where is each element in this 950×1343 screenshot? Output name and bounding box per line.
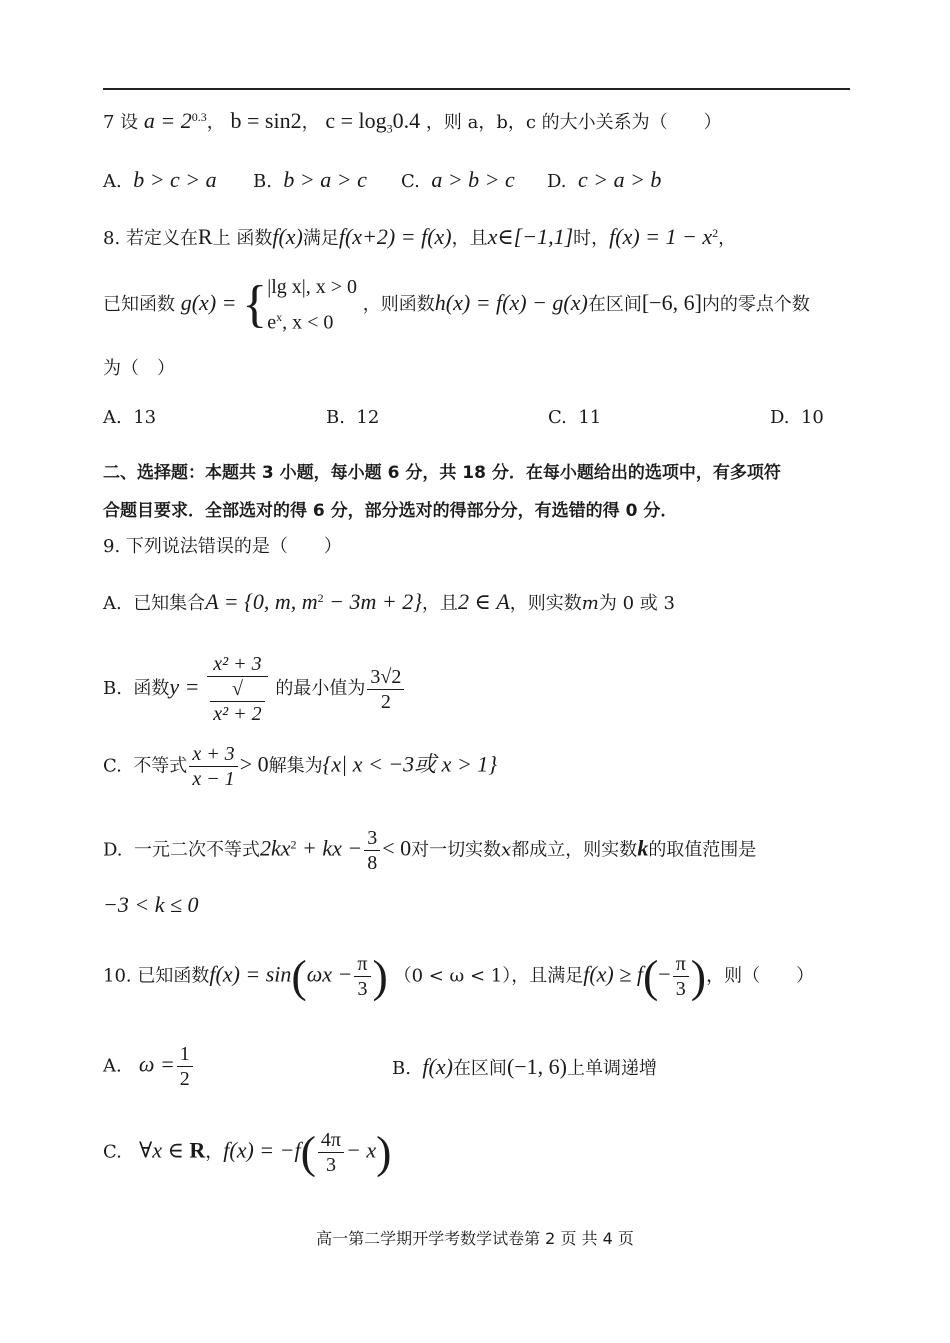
q7-sep2: ， [301,112,320,133]
q9-d-label: D. [103,839,123,861]
q8-a-label: A. [103,407,122,428]
q8-c-label: C. [548,407,567,428]
q9-c-set: {x| x < −3或 x > 1} [322,751,498,777]
q7-option-c [401,167,515,193]
q7-a-text: b > c > a [133,167,217,192]
q9-a-b: ，且 [422,593,459,614]
q8-b-label: B. [326,407,345,428]
q8-option-d [770,407,824,428]
q8-l1e: 时， [573,228,610,249]
q9-b-value [367,665,404,714]
header-rule [103,88,850,90]
q8-eq2: f(x) = 1 − x [609,224,713,249]
q8-R: R [197,224,213,249]
q8-option-a [103,407,156,428]
paren-close-2: ) [690,950,707,1002]
q10-c-b: ， [205,1141,224,1163]
paren-open-2: ( [642,950,659,1002]
question-7 [103,108,722,137]
q10-b-b: 上单调递增 [567,1058,657,1079]
q7-option-b [253,167,367,193]
q8-c-text: 11 [578,407,602,428]
q9-d-expr1: 2kx [259,835,291,861]
q9-d-k: k [637,835,649,861]
q8-l2d: 内的零点个数 [701,293,810,315]
q9-d-range-text: −3 < k ≤ 0 [103,892,199,917]
q10-a-frac [177,1042,193,1091]
q8-case2-b: , x < 0 [282,311,334,334]
question-9-stem: 9. 下列说法错误的是（ ） [103,536,342,557]
page-footer: 高一第二学期开学考数学试卷第 2 页 共 4 页 [316,1229,634,1248]
q10-a: 10. 已知函数 [103,965,210,987]
q9-d-c: 都成立，则实数 [511,839,638,861]
q8-fx: f(x) [272,224,303,249]
q8-case1: |lg x|, x > 0 [267,276,358,298]
q8-b-text: 12 [356,407,380,428]
q10-a-num: 1 [177,1042,193,1067]
q10-pi-num: π [354,952,370,977]
q10-c-c: − x [346,1137,377,1163]
q9-b-y: y = [169,674,200,699]
q8-case2-x: x [276,310,283,324]
q7-c: c = log [325,108,387,133]
q9-a-a: 已知集合 [133,593,206,614]
q10-fx: f(x) = sin [209,961,292,987]
q9-c-b: 解集为 [268,755,323,777]
q9-option-a [103,589,675,615]
q7-tail: ，则 a，b，c 的大小关系为（ ） [425,112,722,133]
q7-option-a [103,167,217,193]
q10-cond: （0 < ω < 1），且满足 [393,965,584,987]
q9-option-d [103,826,756,875]
q9-a-set: A = {0, m, m [205,589,318,614]
q7-b: b = sin2 [230,108,302,133]
question-8-line-1 [103,224,736,250]
q9-a-d: 为 0 或 3 [598,593,675,614]
q7-sep1: ， [206,112,225,133]
q9-a-set2: − 3m + 2} [323,589,423,614]
q9-c-gt: > 0 [239,751,269,777]
q10-a-label: A. [103,1055,122,1077]
q8-eq1: f(x+2) = f(x) [338,224,452,249]
q8-l1f: ， [718,228,737,249]
q8-l1b: 上 函数 [212,228,273,249]
q10-neg: − [658,961,671,987]
q7-b-label: B. [253,171,272,192]
q7-c-arg: 0.4 [392,108,421,133]
paren-close-3: ) [376,1126,392,1178]
q9-c-num: x + 3 [189,742,237,767]
q10-c-num: 4π [318,1128,344,1153]
left-brace: { [242,275,268,333]
q7-c-label: C. [401,171,420,192]
q7-d-text: c > a > b [577,167,662,192]
q10-a-den: 2 [179,1068,190,1090]
q9-d-expr2: + kx − [296,835,363,861]
q8-l2b: ，则函数 [362,293,435,315]
q7-a-label: A. [103,171,122,192]
q9-option-c [103,742,497,791]
q7-stem: 7 设 [103,112,139,133]
q8-hx: h(x) = f(x) − g(x) [434,289,588,315]
q9-c-a: 不等式 [133,755,188,777]
q9-b-frac: x² + 3 √ x² + 2 [207,652,267,726]
section-2-line-2: 合题目要求．全部选对的得 6 分，部分选对的得部分分，有选错的得 0 分． [103,501,678,521]
q9-c-den: x − 1 [192,768,235,790]
q9-d-d: 的取值范围是 [648,839,757,861]
q8-gx: g(x) = [180,289,237,315]
q10-c-label: C. [103,1141,122,1163]
q9-c-label: C. [103,755,122,777]
question-8-line-3: 为（ ） [103,358,175,379]
q10-b-fx: f(x) [422,1054,453,1079]
q10-c-den: 3 [325,1154,336,1176]
q9-a-c: ，则实数 [509,593,582,614]
q9-d-x: x [501,839,512,861]
q10-option-a [103,1042,195,1091]
q9-b-b: 的最小值为 [275,678,366,699]
q10-option-c [103,1128,391,1177]
q10-tail: ，则（ ） [706,965,815,987]
q8-l1d: ，且 [451,228,488,249]
section-2-line-1: 二、选择题：本题共 3 小题，每小题 6 分，共 18 分．在每小题给出的选项中，有多项符 [103,463,781,483]
q8-case2-e: e [267,311,277,334]
q9-d-num: 3 [364,826,380,851]
q8-interval: [−6, 6] [641,289,702,315]
q10-c-a: ∀x ∈ [139,1137,190,1163]
q9-b-vden: 2 [380,690,391,713]
q10-pi-frac [354,952,370,1001]
q8-d-text: 10 [800,407,824,428]
q9-option-b [103,652,406,726]
q10-b-a: 在区间 [452,1058,507,1079]
q9-d-sq: 2 [290,837,297,852]
q10-ineq: f(x) ≥ f [583,961,643,987]
q7-b-text: b > a > c [283,167,367,192]
q9-d-den: 8 [367,852,378,874]
q8-cond: x∈[−1,1] [487,224,574,249]
q7-a-exp: 0.3 [191,110,207,124]
q10-option-b [392,1054,657,1080]
q8-l1c: 满足 [302,228,339,249]
q8-l1a: 8. 若定义在 [103,228,198,249]
q8-l2c: 在区间 [587,293,642,315]
q7-a: a = 2 [143,108,192,133]
q9-b-den: x² + 2 [210,701,264,726]
q10-c-R: R [189,1137,206,1163]
q9-d-frac [364,826,380,875]
q9-b-num: x² + 3 [207,652,267,677]
question-10-stem [103,952,814,1001]
q10-a-w: ω = [138,1051,175,1077]
q8-a-text: 13 [133,407,157,428]
q9-a-in: 2 ∈ A [458,589,510,614]
q9-d-range [103,892,199,918]
q7-c-text: a > b > c [431,167,515,192]
q8-d-label: D. [770,407,790,428]
q8-cases [267,272,357,338]
q8-option-b [326,407,379,428]
paren-open-3: ( [300,1126,316,1178]
question-8-line-2 [103,272,810,338]
q9-b-label: B. [103,678,122,699]
q9-b-a: 函数 [133,678,170,699]
q10-b-int: (−1, 6) [506,1054,567,1079]
q7-d-label: D. [547,171,567,192]
q10-b-label: B. [392,1058,411,1079]
paren-close: ) [372,950,388,1002]
q9-d-b: 对一切实数 [411,839,502,861]
q8-option-c [548,407,601,428]
q10-neg-frac: $\frac{\pi}{3}$ [673,952,689,1001]
q7-c-sub: 3 [386,121,393,136]
paren-open: ( [291,950,307,1002]
q10-arg: ωx − [306,961,353,987]
q8-l2a: 已知函数 [103,293,175,315]
q10-c-eq: f(x) = −f [223,1137,301,1163]
q7-option-d [547,167,661,193]
q9-d-a: 一元二次不等式 [133,839,260,861]
q10-c-frac [318,1128,344,1177]
q8-sq: 2 [712,226,719,240]
q9-a-label: A. [103,593,122,614]
q10-pi-den: 3 [357,978,368,1000]
q9-b-vnum: 3√2 [367,665,404,690]
q9-a-sq: 2 [317,591,324,605]
q9-c-frac [189,742,237,791]
q9-a-m: m [581,593,599,614]
q9-d-lt: < 0 [382,835,412,861]
